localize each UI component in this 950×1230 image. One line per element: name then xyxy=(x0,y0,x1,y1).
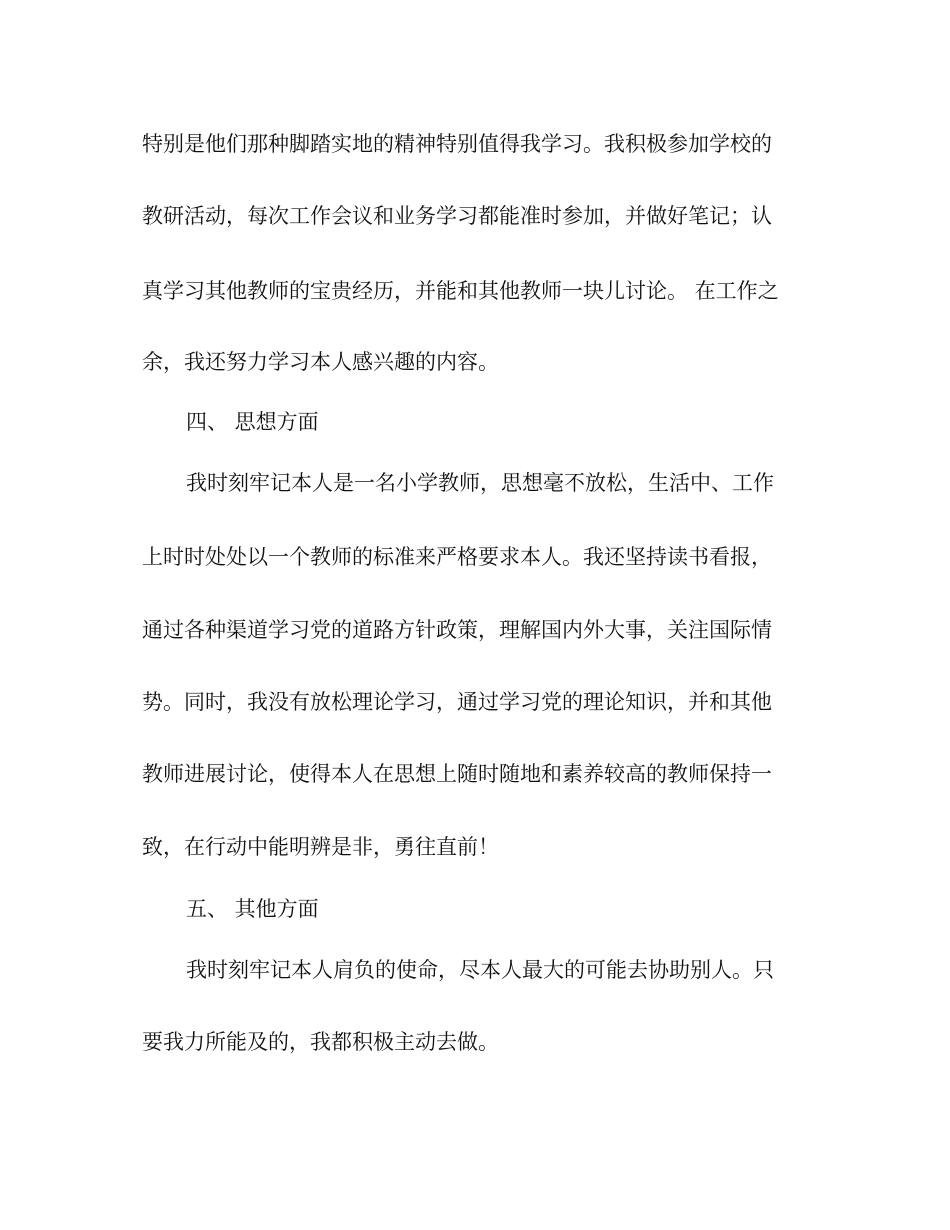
paragraph-line: 真学习其他教师的宝贵经历，并能和其他教师一块儿讨论。 在工作之 xyxy=(142,279,779,303)
paragraph-line: 我时刻牢记本人肩负的使命，尽本人最大的可能去协助别人。只 xyxy=(186,958,774,982)
paragraph-line: 致，在行动中能明辨是非，勇往直前！ xyxy=(142,835,499,859)
section-heading-other: 五、 其他方面 xyxy=(186,897,319,921)
paragraph-line: 上时时处处以一个教师的标准来严格要求本人。我还坚持读书看报， xyxy=(142,545,772,569)
paragraph-line: 特别是他们那种脚踏实地的精神特别值得我学习。我积极参加学校的 xyxy=(142,132,772,156)
paragraph-line: 教研活动，每次工作会议和业务学习都能准时参加，并做好笔记；认 xyxy=(142,204,772,228)
paragraph-line: 通过各种渠道学习党的道路方针政策，理解国内外大事，关注国际情 xyxy=(142,618,772,642)
paragraph-line: 余，我还努力学习本人感兴趣的内容。 xyxy=(142,350,499,374)
paragraph-line: 教师进展讨论，使得本人在思想上随时随地和素养较高的教师保持一 xyxy=(142,762,772,786)
paragraph-line: 要我力所能及的，我都积极主动去做。 xyxy=(142,1030,499,1054)
paragraph-line: 势。同时，我没有放松理论学习，通过学习党的理论知识，并和其他 xyxy=(142,690,772,714)
paragraph-line: 我时刻牢记本人是一名小学教师，思想毫不放松，生活中、工作 xyxy=(186,471,774,495)
section-heading-thought: 四、 思想方面 xyxy=(186,410,319,434)
